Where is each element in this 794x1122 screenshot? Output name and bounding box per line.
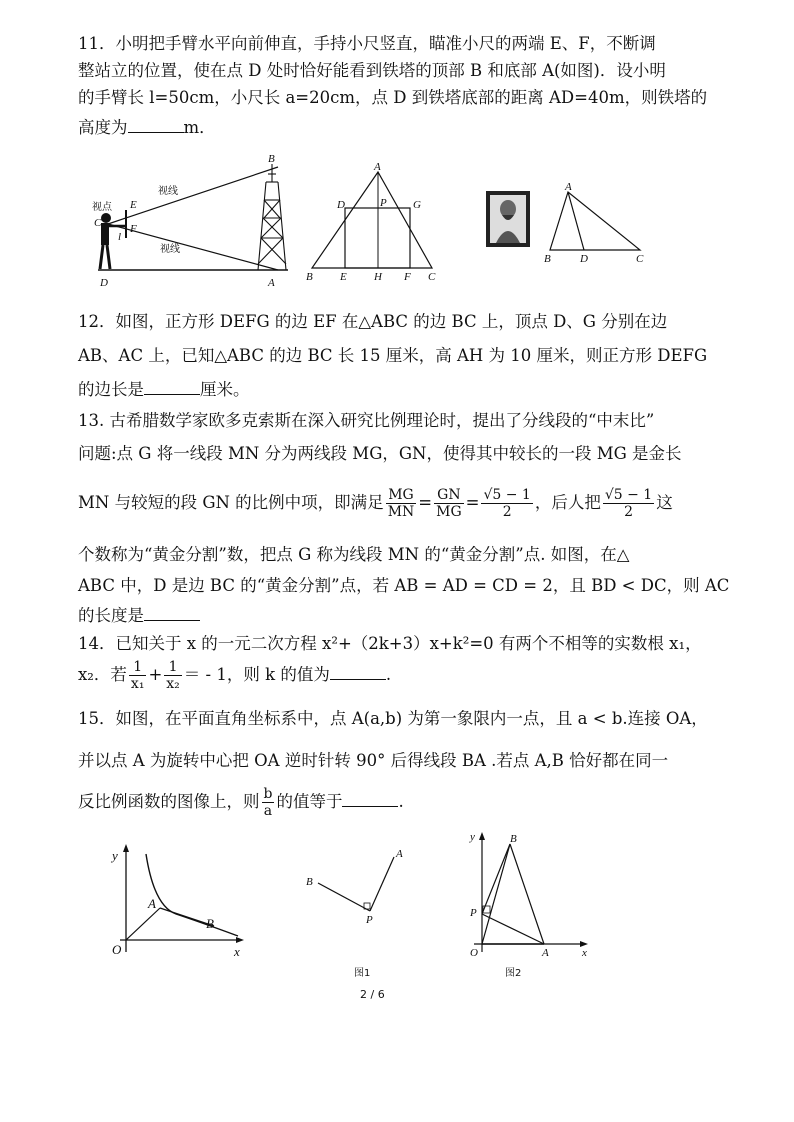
q14-text-a: x₂．若 xyxy=(78,665,127,684)
label-b: B xyxy=(544,253,551,265)
fraction-1-x2 xyxy=(164,659,182,692)
label-view-point: 视点 xyxy=(92,202,112,213)
answer-blank xyxy=(330,665,386,680)
q15-text-c: . xyxy=(398,792,404,811)
figure-rotation-2 xyxy=(460,828,590,958)
q15-text-b: 的值等于 xyxy=(276,792,343,811)
fraction-mg-mn xyxy=(386,487,417,520)
q13-line-2: 问题:点 G 将一线段 MN 分为两线段 MG，GN，使得其中较长的一段 MG 是金长 xyxy=(78,444,682,463)
label-p: P xyxy=(470,907,477,919)
label-b: B xyxy=(268,153,275,165)
label-f: F xyxy=(130,223,137,235)
hyperbola-curve xyxy=(146,854,238,936)
figure-rotation-1 xyxy=(300,845,410,925)
label-c: C xyxy=(94,217,102,229)
frac-den: a xyxy=(263,803,273,819)
frac-den: 2 xyxy=(624,504,633,520)
label-e: E xyxy=(130,199,137,211)
q12-unit: 厘米。 xyxy=(200,380,250,399)
label-p: P xyxy=(366,914,373,925)
label-b: B xyxy=(510,833,517,845)
figure-tower xyxy=(88,152,298,292)
label-sight-bottom: 视线 xyxy=(160,244,180,255)
label-c: C xyxy=(428,271,436,283)
fraction-1-x1 xyxy=(129,659,147,692)
frac-den: MN xyxy=(387,504,415,520)
plus: + xyxy=(148,665,163,684)
segment-oa xyxy=(126,908,160,940)
caption-figure-1: 图1 xyxy=(354,968,371,979)
q13-line-5: ABC 中，D 是边 BC 的“黄金分割”点，若 AB = AD = CD = 2，且 BD < DC，则 AC xyxy=(78,576,730,595)
q11-unit: m． xyxy=(183,118,216,137)
frac-num: b xyxy=(263,786,273,802)
label-a: A xyxy=(268,277,275,289)
person-icon xyxy=(100,213,126,269)
equals: = xyxy=(465,493,480,512)
q14-text-b: ＝ - 1，则 k 的值为 xyxy=(183,665,330,684)
label-y: y xyxy=(470,831,475,843)
label-l: l xyxy=(118,231,122,243)
q15-line-1: 15．如图，在平面直角坐标系中，点 A(a,b) 为第一象限内一点，且 a < b.连接 OA， xyxy=(78,709,708,728)
frac-den: 2 xyxy=(502,504,512,520)
answer-blank xyxy=(128,118,184,133)
label-a: A xyxy=(148,896,156,911)
q13-text: 的长度是 xyxy=(78,606,144,625)
label-d: D xyxy=(100,277,108,289)
label-g: G xyxy=(413,199,421,211)
q11-line-3: 的手臂长 l=50cm，小尺长 a=20cm，点 D 到铁塔底部的距离 AD=40m，则铁塔的 xyxy=(78,88,708,107)
label-a: A xyxy=(565,181,572,193)
frac-num: √5 − 1 xyxy=(604,487,653,503)
label-y: y xyxy=(112,848,118,863)
label-x: x xyxy=(234,944,240,959)
figure-triangle-abd xyxy=(540,180,650,265)
frac-num: √5 − 1 xyxy=(483,487,531,503)
fraction-golden xyxy=(481,487,532,520)
label-d: D xyxy=(580,253,588,265)
figure-hyperbola xyxy=(100,840,250,960)
label-a: A xyxy=(374,161,381,173)
label-e: E xyxy=(340,271,347,283)
frac-den: x₁ xyxy=(130,676,145,692)
label-p: P xyxy=(380,197,387,209)
label-b: B xyxy=(206,916,214,931)
label-o: O xyxy=(112,942,122,957)
q11-text: 高度为 xyxy=(78,118,128,137)
q13-text-c: 这 xyxy=(656,493,673,512)
label-x: x xyxy=(582,947,587,958)
q12-text: 的边长是 xyxy=(78,380,144,399)
page-number: 2 / 6 xyxy=(360,988,385,1001)
frac-num: MG xyxy=(386,487,417,504)
frac-den: x₂ xyxy=(166,676,180,692)
label-sight-top: 视线 xyxy=(158,186,178,197)
figure-square-triangle xyxy=(300,160,450,285)
label-a: A xyxy=(396,848,403,860)
q14-line-2 xyxy=(78,658,678,692)
triangle-abc xyxy=(312,172,432,268)
q15-line-3 xyxy=(78,785,678,819)
answer-blank xyxy=(144,606,200,621)
answer-blank xyxy=(144,380,200,395)
q12-line-3 xyxy=(78,379,678,401)
segment-pa xyxy=(370,857,394,911)
frac-num: 1 xyxy=(164,659,182,676)
label-h: H xyxy=(374,271,382,283)
tower-icon xyxy=(258,164,286,270)
fraction-gn-mg xyxy=(434,487,464,520)
q13-line-4: 个数称为“黄金分割”数，把点 G 称为线段 MN 的“黄金分割”点. 如图，在△ xyxy=(78,545,630,564)
equals: = xyxy=(418,493,433,512)
q15-line-2: 并以点 A 为旋转中心把 OA 逆时针转 90° 后得线段 BA .若点 A,B 恰好都在同一 xyxy=(78,751,669,770)
q13-line-1: 13. 古希腊数学家欧多克索斯在深入研究比例理论时，提出了分线段的“中末比” xyxy=(78,411,655,430)
q11-line-4 xyxy=(78,117,678,139)
segment-pb xyxy=(482,844,510,914)
q13-text-b: ，后人把 xyxy=(534,493,601,512)
segment-ad xyxy=(568,192,584,250)
fraction-golden-2 xyxy=(603,487,654,520)
label-b: B xyxy=(306,876,313,888)
q11-line-1: 11．小明把手臂水平向前伸直，手持小尺竖直，瞄准小尺的两端 E、F，不断调 xyxy=(78,34,656,53)
portrait-image xyxy=(486,191,530,247)
q13-line-6 xyxy=(78,605,678,627)
frac-num: GN xyxy=(434,487,464,504)
frac-num: 1 xyxy=(129,659,147,676)
q12-line-2: AB、AC 上，已知△ABC 的边 BC 长 15 厘米，高 AH 为 10 厘米，则正方形 DEFG xyxy=(78,346,708,365)
q14-text-c: . xyxy=(385,665,392,684)
frac-den: MG xyxy=(436,504,462,520)
label-a: A xyxy=(542,947,549,958)
q13-text-a: MN 与较短的段 GN 的比例中项，即满足 xyxy=(78,493,384,512)
label-b: B xyxy=(306,271,313,283)
fraction-b-a xyxy=(262,786,275,819)
segment-ob xyxy=(482,844,510,944)
segment-bp xyxy=(318,883,370,911)
answer-blank xyxy=(342,792,398,807)
q13-line-3 xyxy=(78,486,678,520)
label-c: C xyxy=(636,253,644,265)
q15-text-a: 反比例函数的图像上，则 xyxy=(78,792,260,811)
q12-line-1: 12．如图，正方形 DEFG 的边 EF 在△ABC 的边 BC 上，顶点 D、G 分别在边 xyxy=(78,312,668,331)
sight-line-top xyxy=(108,167,278,224)
q14-line-1: 14．已知关于 x 的一元二次方程 x²+（2k+3）x+k²=0 有两个不相等的实数根 x₁， xyxy=(78,634,702,653)
label-f: F xyxy=(404,271,411,283)
segment-ba xyxy=(510,844,544,944)
caption-figure-2: 图2 xyxy=(505,968,522,979)
q11-line-2: 整站立的位置，使在点 D 处时恰好能看到铁塔的顶部 B 和底部 A(如图)．设小明 xyxy=(78,61,666,80)
label-d: D xyxy=(337,199,345,211)
label-o: O xyxy=(470,947,478,958)
triangle-abc xyxy=(550,192,640,250)
